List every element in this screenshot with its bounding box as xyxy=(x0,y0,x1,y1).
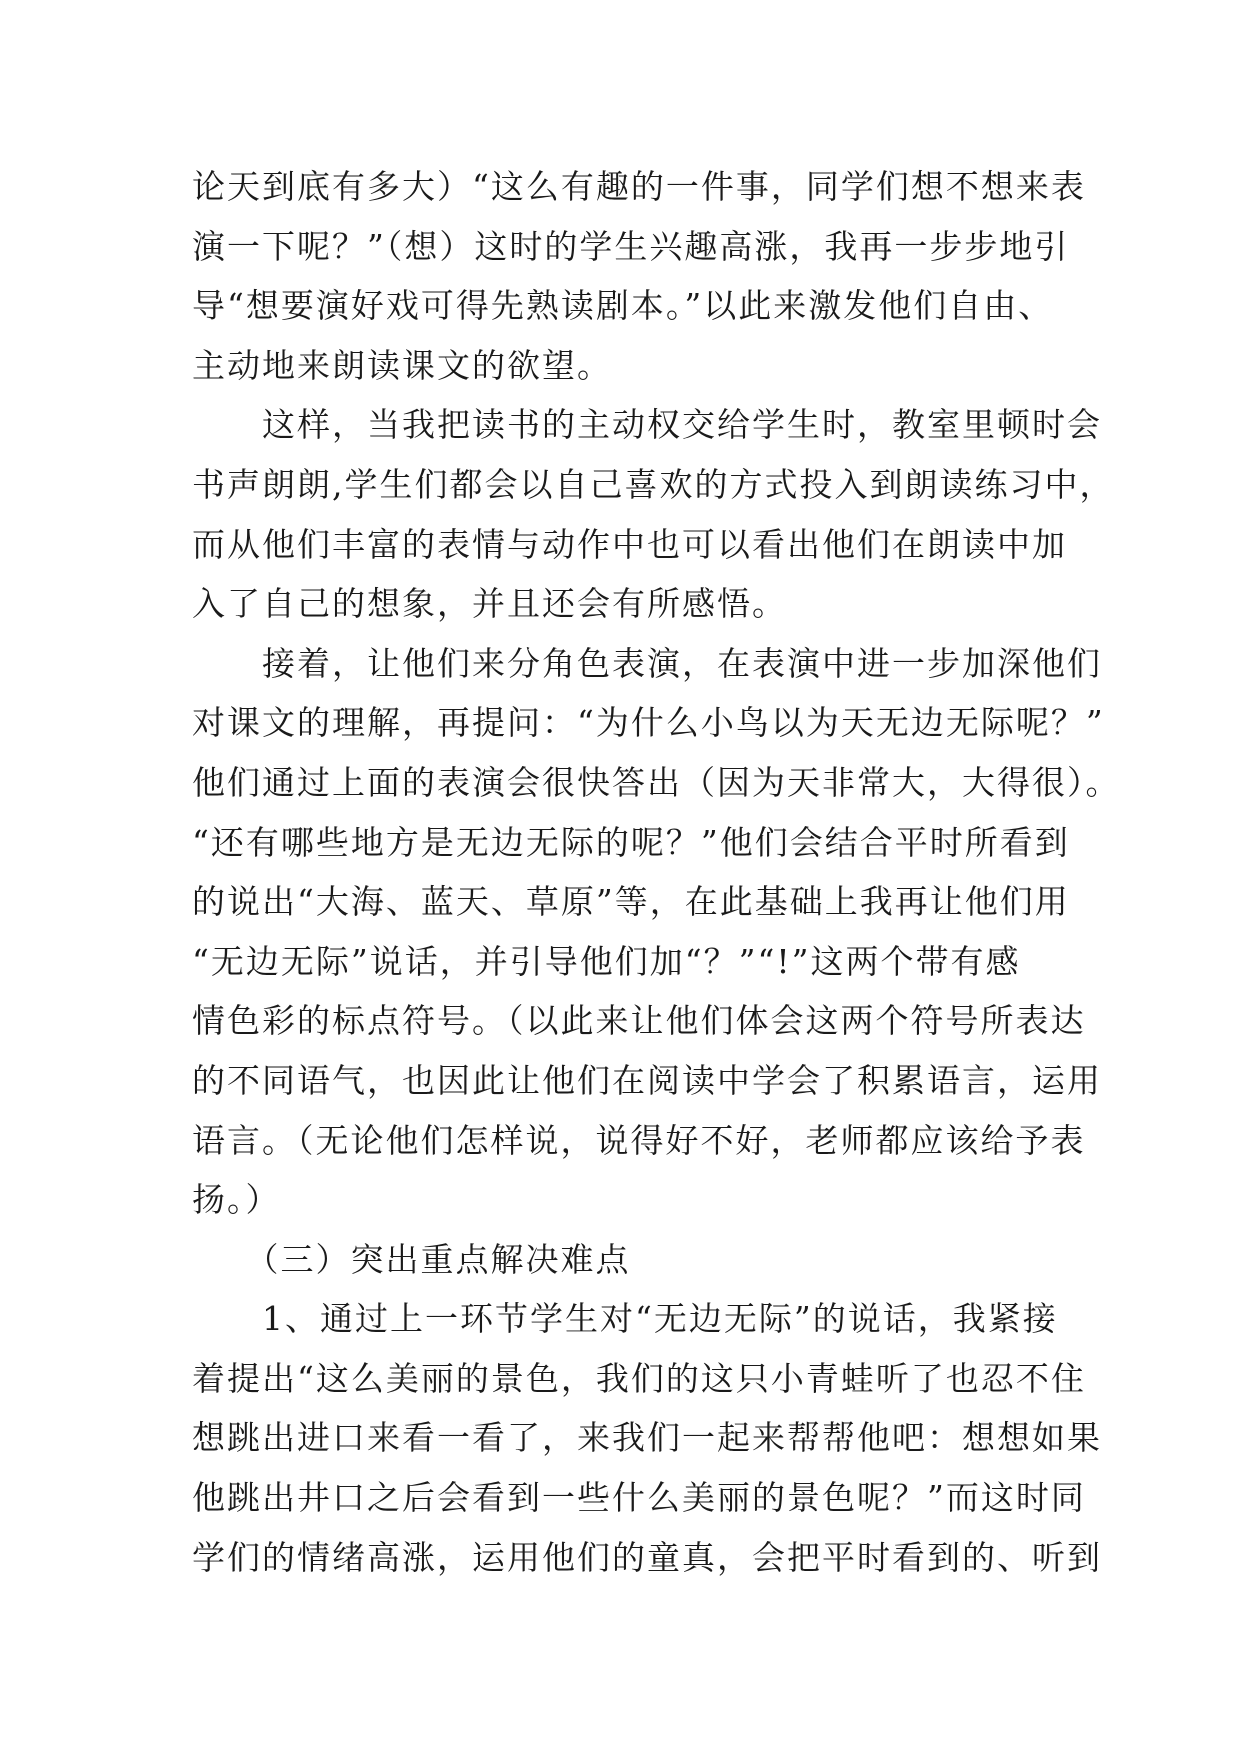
text-line: 情色彩的标点符号。（以此来让他们体会这两个符号所表达 xyxy=(192,1001,1086,1041)
text-line: 学们的情绪高涨，运用他们的童真，会把平时看到的、听到 xyxy=(192,1537,1102,1577)
text-line: 接着，让他们来分角色表演，在表演中进一步加深他们 xyxy=(192,643,1102,683)
text-line: 这样，当我把读书的主动权交给学生时，教室里顿时会 xyxy=(192,405,1102,445)
text-line: 入了自己的想象，并且还会有所感悟。 xyxy=(192,584,787,624)
text-line: 他们通过上面的表演会很快答出（因为天非常大，大得很）。 xyxy=(192,762,1121,802)
text-line: 而从他们丰富的表情与动作中也可以看出他们在朗读中加 xyxy=(192,524,1067,564)
text-line: “无边无际”说话，并引导他们加“？”“!”这两个带有感 xyxy=(192,941,1021,981)
text-line: 导“想要演好戏可得先熟读剧本。”以此来激发他们自由、 xyxy=(192,286,1054,326)
text-line: 他跳出井口之后会看到一些什么美丽的景色呢？”而这时同 xyxy=(192,1478,1086,1518)
text-line: 的不同语气，也因此让他们在阅读中学会了积累语言，运用 xyxy=(192,1060,1102,1100)
text-line: 语言。（无论他们怎样说，说得好不好，老师都应该给予表 xyxy=(192,1120,1086,1160)
text-line: 的说出“大海、蓝天、草原”等，在此基础上我再让他们用 xyxy=(192,882,1070,922)
text-line: 演一下呢？”（想）这时的学生兴趣高涨，我再一步步地引 xyxy=(192,226,1070,266)
text-line: “还有哪些地方是无边无际的呢？”他们会结合平时所看到 xyxy=(192,822,1070,862)
text-line: 1、通过上一环节学生对“无边无际”的说话，我紧接 xyxy=(192,1299,1058,1339)
text-line: 扬。） xyxy=(192,1180,281,1220)
text-line: 对课文的理解，再提问：“为什么小鸟以为天无边无际呢？” xyxy=(192,703,1105,743)
text-line: 主动地来朗读课文的欲望。 xyxy=(192,345,612,385)
section-heading: （三）突出重点解决难点 xyxy=(192,1239,631,1279)
text-line: 书声朗朗,学生们都会以自己喜欢的方式投入到朗读练习中， xyxy=(192,464,1115,504)
text-line: 着提出“这么美丽的景色，我们的这只小青蛙听了也忍不住 xyxy=(192,1358,1086,1398)
text-line: 论天到底有多大）“这么有趣的一件事，同学们想不想来表 xyxy=(192,167,1086,206)
text-line: 想跳出进口来看一看了，来我们一起来帮帮他吧：想想如果 xyxy=(192,1418,1102,1458)
body-text xyxy=(192,157,1121,1587)
